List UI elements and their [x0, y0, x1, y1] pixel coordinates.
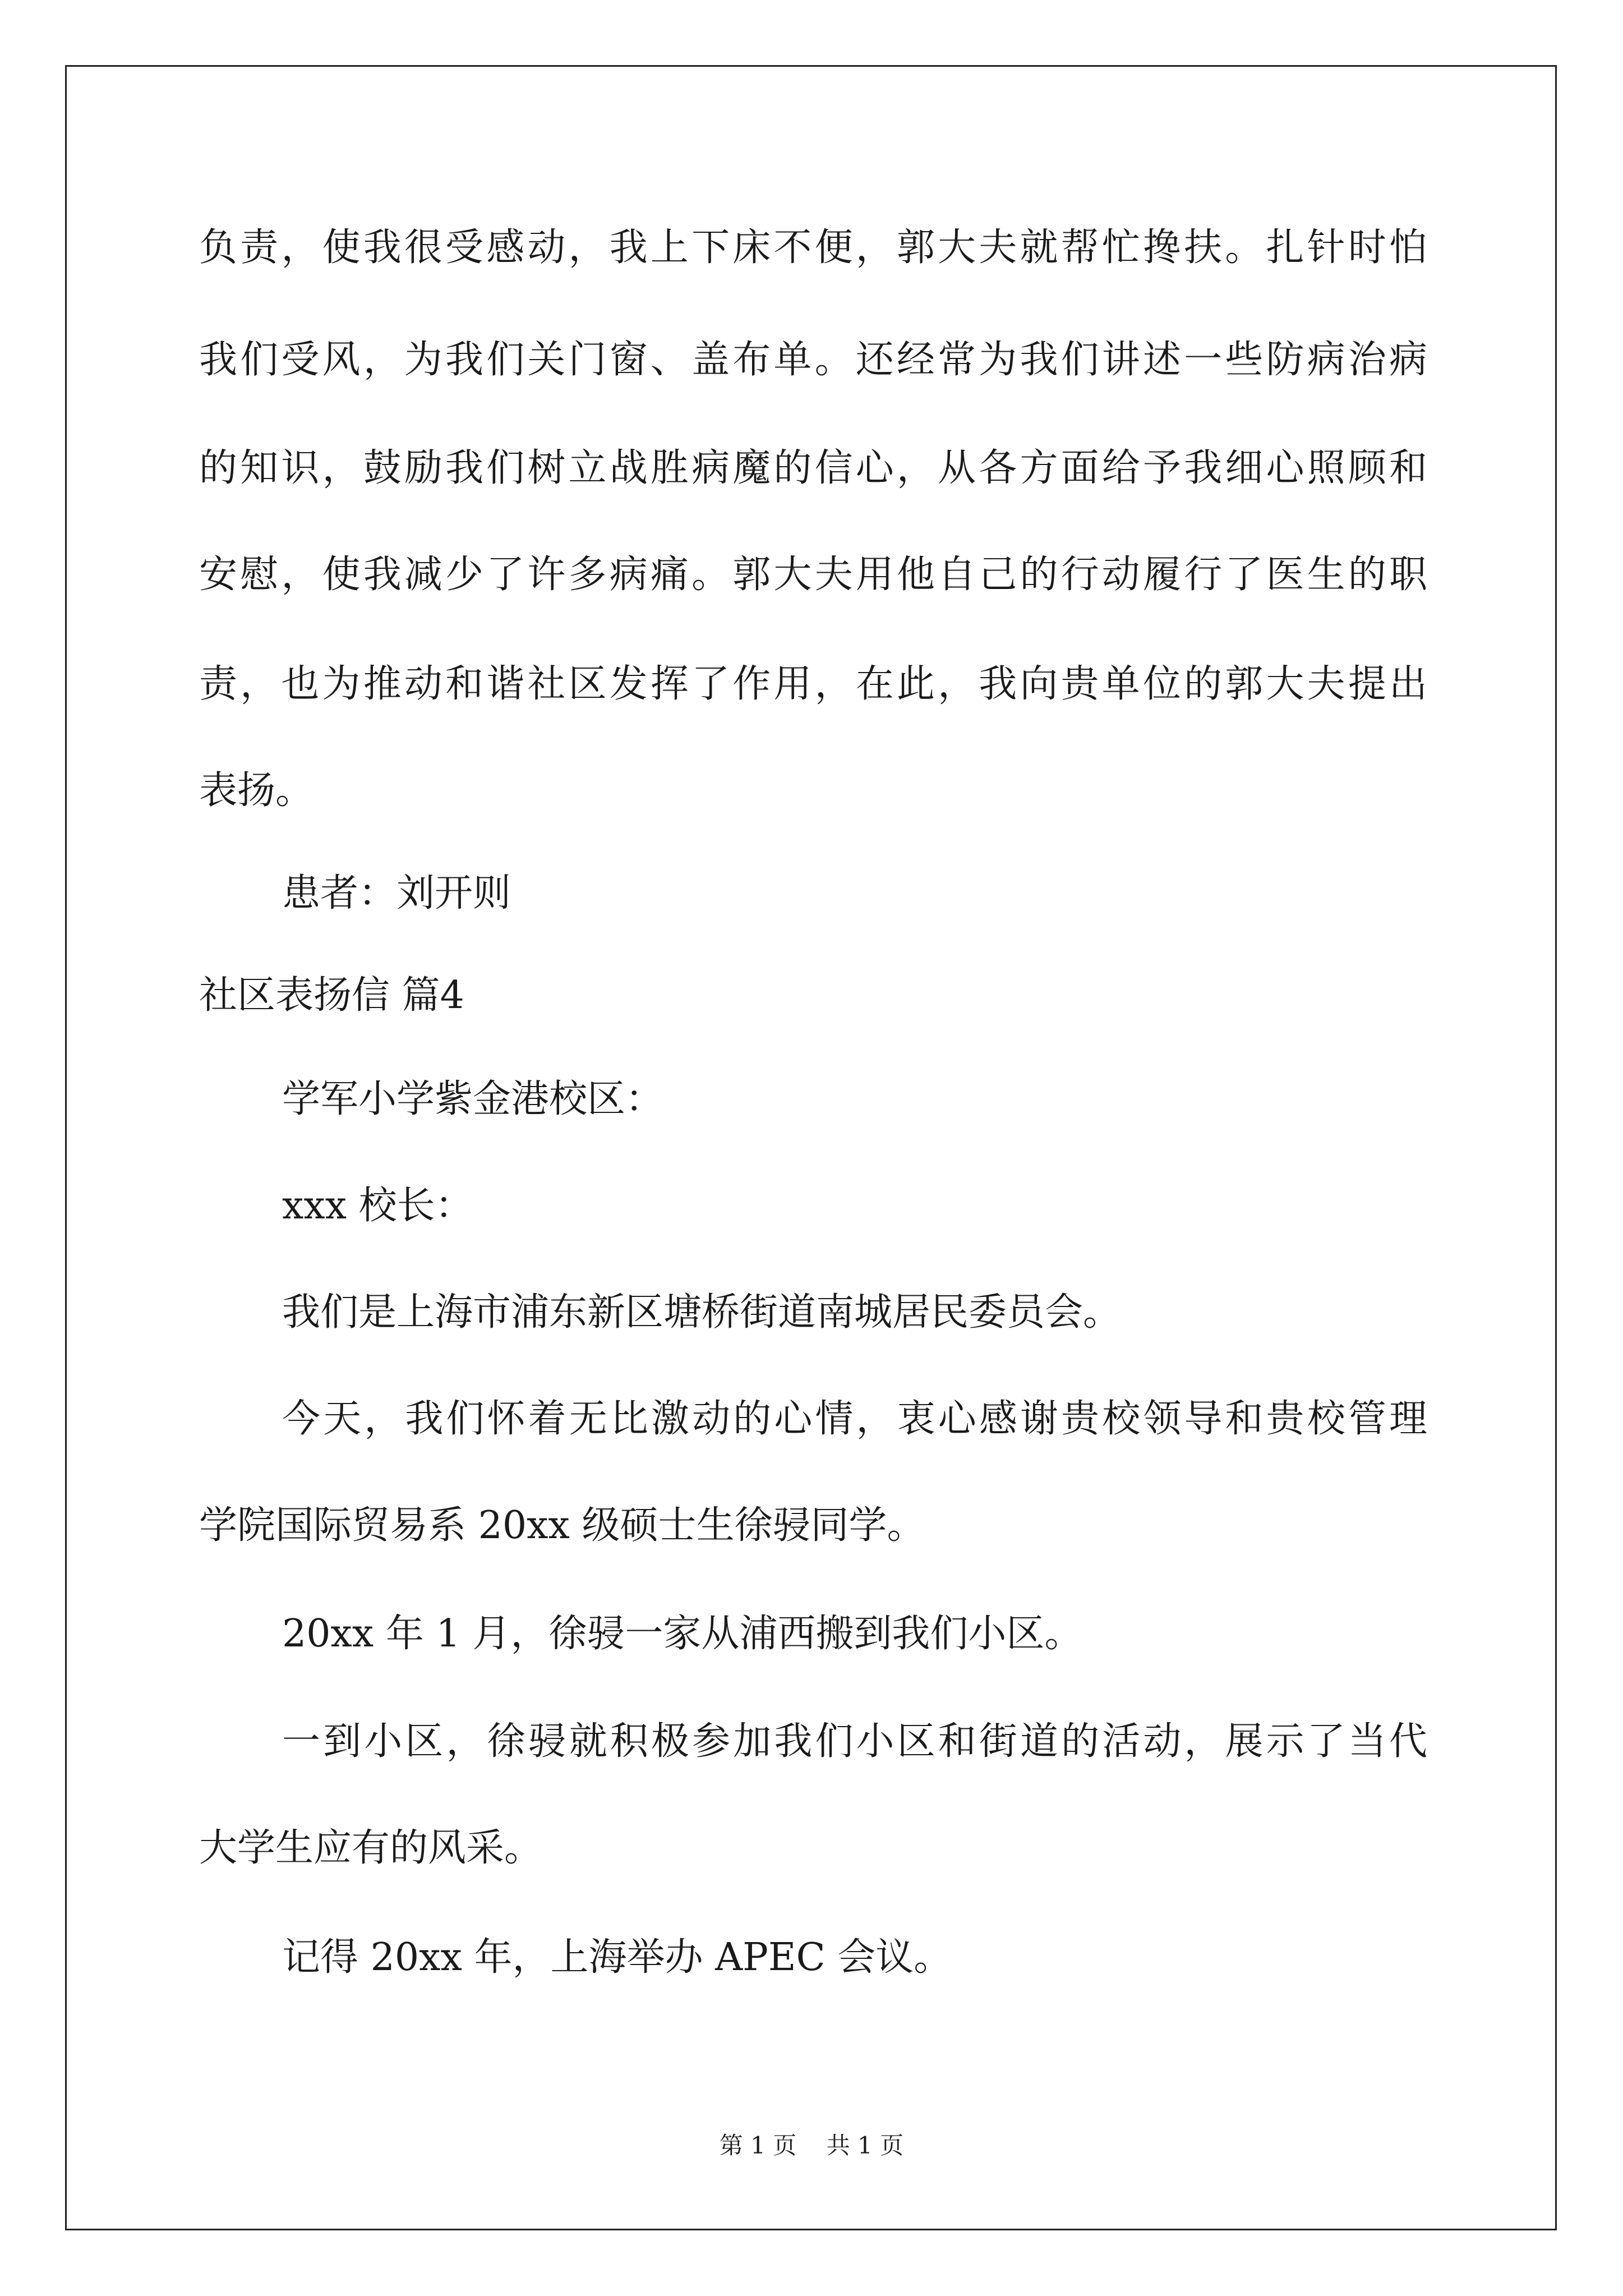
section-heading: 社区表扬信 篇4: [199, 973, 464, 1018]
body-line: 今天，我们怀着无比激动的心情，衷心感谢贵校领导和贵校管理: [282, 1397, 1427, 1441]
page-footer: 第 1 页 共 1 页: [719, 2132, 904, 2159]
intro-line: 我们是上海市浦东新区塘桥街道南城居民委员会。: [282, 1290, 1122, 1335]
body-line: 我们受风，为我们关门窗、盖布单。还经常为我们讲述一些防病治病: [199, 338, 1427, 382]
body-line: 记得 20xx 年，上海举办 APEC 会议。: [282, 1935, 952, 1980]
page-border: [65, 65, 1557, 2230]
body-line: 表扬。: [199, 769, 314, 813]
body-line: 一到小区，徐骎就积极参加我们小区和街道的活动，展示了当代: [282, 1719, 1427, 1764]
addressee-school: 学军小学紫金港校区：: [282, 1077, 664, 1121]
body-line: 的知识，鼓励我们树立战胜病魔的信心，从各方面给予我细心照顾和: [199, 446, 1427, 490]
body-line: 负责，使我很受感动，我上下床不便，郭大夫就帮忙搀扶。扎针时怕: [199, 226, 1427, 270]
addressee-principal: xxx 校长：: [282, 1184, 473, 1228]
body-line: 大学生应有的风采。: [199, 1826, 543, 1870]
body-line: 责，也为推动和谐社区发挥了作用，在此，我向贵单位的郭大夫提出: [199, 662, 1427, 706]
body-line: 20xx 年 1 月，徐骎一家从浦西搬到我们小区。: [282, 1612, 1083, 1656]
body-line: 学院国际贸易系 20xx 级硕士生徐骎同学。: [199, 1503, 925, 1548]
body-line: 安慰，使我减少了许多病痛。郭大夫用他自己的行动履行了医生的职: [199, 553, 1427, 597]
signature: 患者：刘开则: [282, 871, 511, 915]
